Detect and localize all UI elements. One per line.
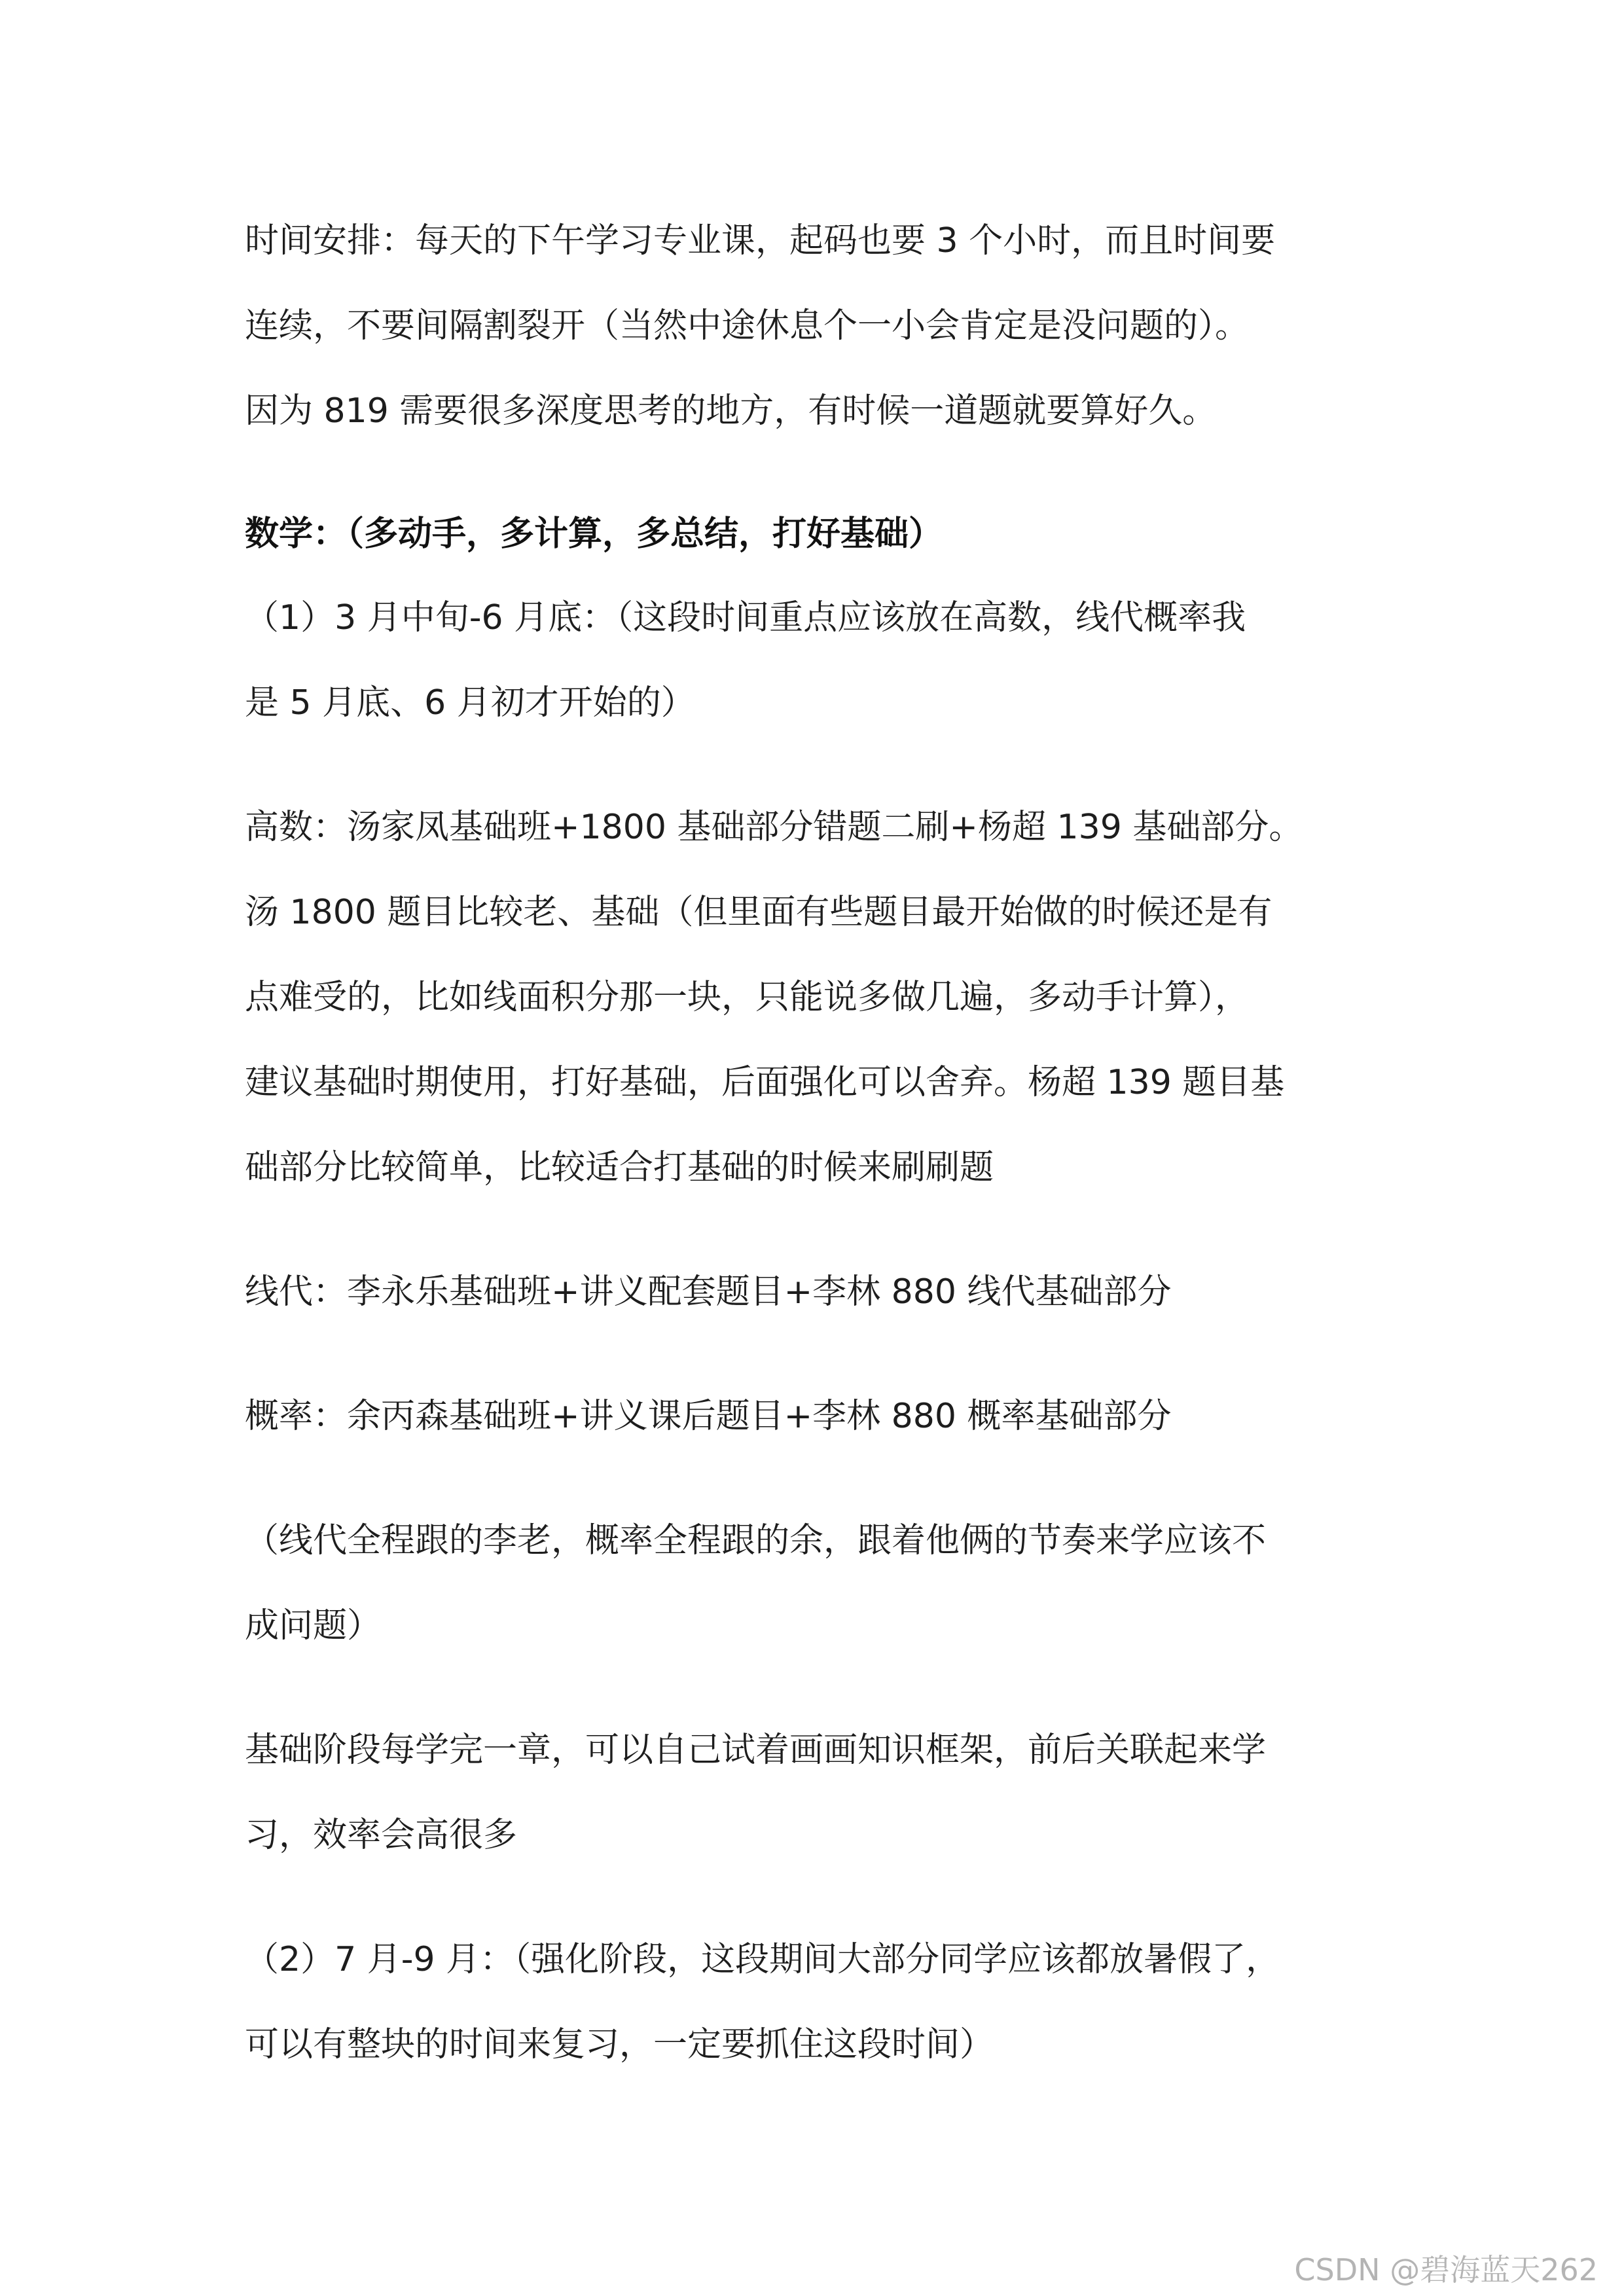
stage-2-line-2: 可以有整块的时间来复习，一定要抓住这段时间） (245, 2025, 994, 2064)
probability-line: 概率：余丙森基础班+讲义课后题目+李林 880 概率基础部分 (245, 1397, 1172, 1436)
stage-1-line-2: 是 5 月底、6 月初才开始的） (245, 683, 695, 723)
stage-1-line-1: （1）3 月中旬-6 月底：（这段时间重点应该放在高数，线代概率我 (245, 598, 1246, 637)
calculus-line-1: 高数：汤家凤基础班+1800 基础部分错题二刷+杨超 139 基础部分。 (245, 808, 1303, 847)
note-line-2: 成问题） (245, 1606, 382, 1645)
csdn-watermark: CSDN @碧海蓝天262 (1294, 2252, 1598, 2287)
tip-line-2: 习，效率会高很多 (245, 1816, 518, 1855)
note-line-1: （线代全程跟的李老，概率全程跟的余，跟着他俩的节奏来学应该不 (245, 1521, 1267, 1560)
schedule-line-2: 连续，不要间隔割裂开（当然中途休息个一小会肯定是没问题的）。 (245, 306, 1250, 346)
schedule-line-3: 因为 819 需要很多深度思考的地方，有时候一道题就要算好久。 (245, 391, 1217, 431)
math-heading: 数学：（多动手，多计算，多总结，打好基础） (245, 514, 943, 554)
tip-line-1: 基础阶段每学完一章，可以自己试着画画知识框架，前后关联起来学 (245, 1731, 1267, 1770)
stage-2-line-1: （2）7 月-9 月：（强化阶段，这段期间大部分同学应该都放暑假了， (245, 1940, 1280, 1979)
schedule-line-1: 时间安排：每天的下午学习专业课，起码也要 3 个小时，而且时间要 (245, 221, 1276, 260)
calculus-line-5: 础部分比较简单，比较适合打基础的时候来刷刷题 (245, 1148, 994, 1187)
calculus-line-4: 建议基础时期使用，打好基础，后面强化可以舍弃。杨超 139 题目基 (245, 1063, 1285, 1102)
linear-algebra-line: 线代：李永乐基础班+讲义配套题目+李林 880 线代基础部分 (245, 1272, 1172, 1312)
calculus-line-3: 点难受的，比如线面积分那一块，只能说多做几遍，多动手计算）， (245, 978, 1250, 1017)
calculus-line-2: 汤 1800 题目比较老、基础（但里面有些题目最开始做的时候还是有 (245, 893, 1272, 932)
